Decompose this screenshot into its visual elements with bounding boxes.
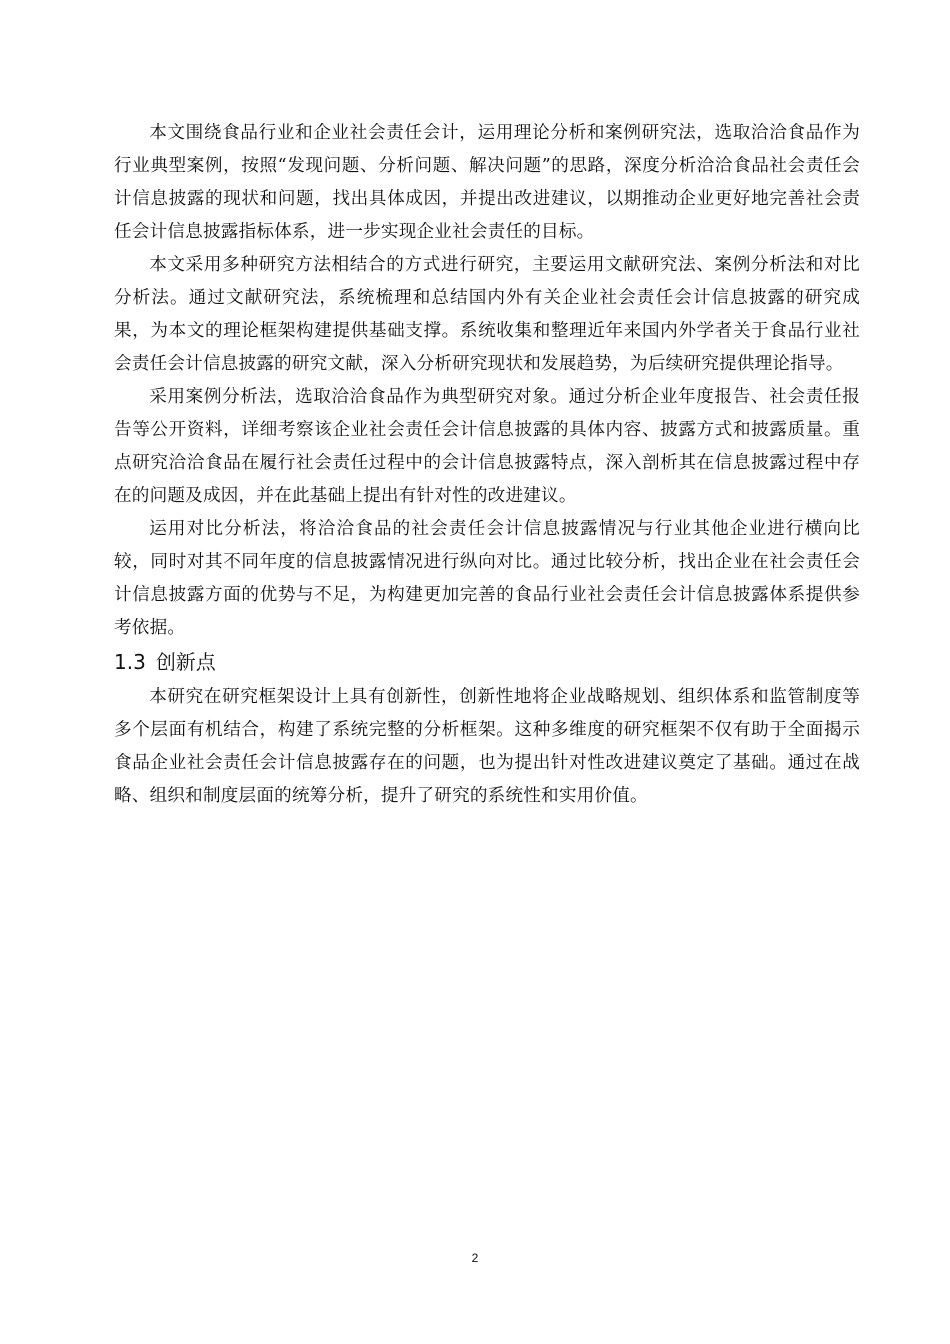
- paragraph-methods-overview: 本文采用多种研究方法相结合的方式进行研究，主要运用文献研究法、案例分析法和对比分析法。通过文献研究法，系统梳理和总结国内外有关企业社会责任会计信息披露的研究成果，为本文的理论框架构建提供基础支撑。系统收集和整理近年来国内外学者关于食品行业社会责任会计信息披露的研究文献，深入分析研究现状和发展趋势，为后续研究提供理论指导。: [114, 255, 860, 374]
- paragraph-scope: 本文围绕食品行业和企业社会责任会计，运用理论分析和案例研究法，选取洽洽食品作为行业典型案例，按照“发现问题、分析问题、解决问题”的思路，深度分析洽洽食品社会责任会计信息披露的现状和问题，找出具体成因，并提出改进建议，以期推动企业更好地完善社会责任会计信息披露指标体系，进一步实现企业社会责任的目标。: [114, 123, 860, 242]
- page-content: [114, 117, 860, 813]
- paragraph-case-analysis: 采用案例分析法，选取洽洽食品作为典型研究对象。通过分析企业年度报告、社会责任报告等公开资料，详细考察该企业社会责任会计信息披露的具体内容、披露方式和披露质量。重点研究洽洽食品在履行社会责任过程中的会计信息披露特点，深入剖析其在信息披露过程中存在的问题及成因，并在此基础上提出有针对性的改进建议。: [114, 387, 860, 506]
- section-number: 1.3: [114, 650, 146, 674]
- section-heading: [114, 647, 860, 677]
- paragraph-innovation: 本研究在研究框架设计上具有创新性，创新性地将企业战略规划、组织体系和监管制度等多个层面有机结合，构建了系统完整的分析框架。这种多维度的研究框架不仅有助于全面揭示食品企业社会责任会计信息披露存在的问题，也为提出针对性改进建议奠定了基础。通过在战略、组织和制度层面的统筹分析，提升了研究的系统性和实用价值。: [114, 687, 860, 806]
- section-title: 创新点: [155, 650, 216, 674]
- page-number: 2: [471, 1251, 479, 1265]
- paragraph-comparative-analysis: 运用对比分析法，将洽洽食品的社会责任会计信息披露情况与行业其他企业进行横向比较，同时对其不同年度的信息披露情况进行纵向对比。通过比较分析，找出企业在社会责任会计信息披露方面的优势与不足，为构建更加完善的食品行业社会责任会计信息披露体系提供参考依据。: [114, 519, 860, 638]
